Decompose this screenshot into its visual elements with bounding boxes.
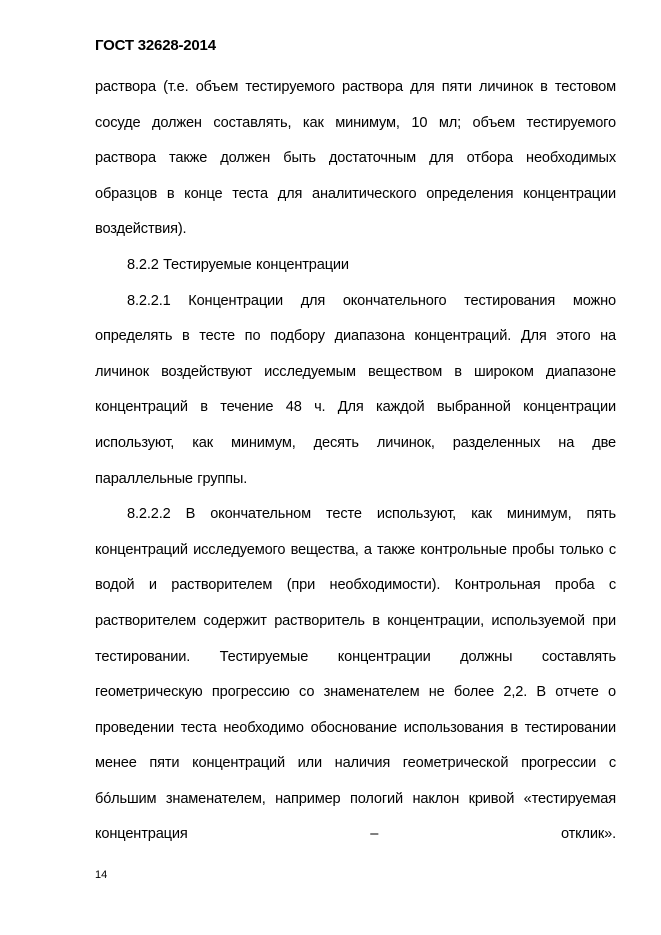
paragraph-8-2-2-1: 8.2.2.1 Концентрации для окончательного тестирования можно определять в тесте по подбору диапазона концентраций. Для этого на личинок воздействуют исследуемым веществом в широком диапазоне концентраций в течение 48 ч. Для каждой выбранной концентрации используют, как минимум, десять личинок, разделенных на две параллельные группы. [95, 292, 616, 487]
section-heading-8-2-2: 8.2.2 Тестируемые концентрации [127, 256, 349, 273]
page-number: 14 [95, 869, 108, 881]
paragraph-continuation: раствора (т.е. объем тестируемого раствора для пяти личинок в тестовом сосуде должен составлять, как минимум, 10 мл; объем тестируемого раствора также должен быть достаточным для отбора необходимых образцов в конце теста для аналитического определения концентрации воздействия). [95, 79, 616, 238]
document-body [95, 70, 616, 853]
document-header: ГОСТ 32628-2014 [95, 37, 216, 54]
paragraph-8-2-2-2: 8.2.2.2 В окончательном тесте используют, как минимум, пять концентраций исследуемого вещества, а также контрольные пробы только с водой и растворителем (при необходимости). Контрольная проба с растворителем содержит растворитель в концентрации, используемой при тестировании. Тестируемые концентрации должны составлять геометрическую прогрессию со знаменателем не более 2,2. В отчете о проведении теста необходимо обоснование использования в тестировании менее пяти концентраций или наличия геометрической прогрессии с бóльшим знаменателем, например пологий наклон кривой «тестируемая концентрация – отклик». [95, 506, 616, 843]
